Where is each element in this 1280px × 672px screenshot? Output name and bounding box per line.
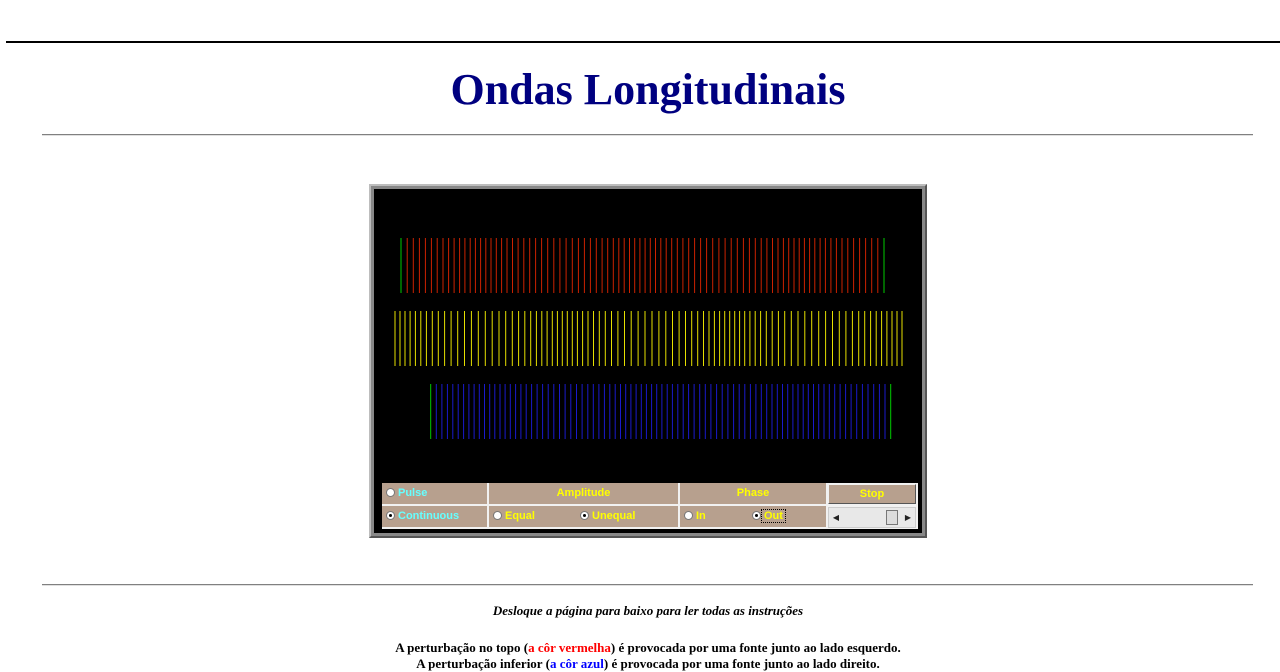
equal-label[interactable]: Equal xyxy=(505,510,535,522)
phase-header: Phase xyxy=(680,483,826,504)
in-label[interactable]: In xyxy=(696,510,706,522)
pulse-radio[interactable] xyxy=(386,488,395,497)
instruction-line-2 xyxy=(0,656,1280,672)
line1-text-b: ) é provocada por uma fonte junto ao lado esquerdo. xyxy=(610,640,901,655)
equal-radio[interactable] xyxy=(493,511,502,520)
phase-options xyxy=(680,506,826,527)
scroll-right-arrow-icon[interactable]: ▶ xyxy=(904,513,912,522)
scroll-thumb[interactable] xyxy=(886,510,898,525)
stop-button[interactable]: Stop xyxy=(828,484,916,504)
speed-scrollbar[interactable] xyxy=(828,507,916,528)
in-radio[interactable] xyxy=(684,511,693,520)
continuous-label: Continuous xyxy=(398,510,460,522)
out-label[interactable]: Out xyxy=(764,510,783,522)
unequal-label[interactable]: Unequal xyxy=(592,510,636,522)
wave-applet xyxy=(369,184,927,538)
out-radio[interactable] xyxy=(752,511,761,520)
amplitude-header: Amplitude xyxy=(489,483,678,504)
line2-blue-text: a côr azul xyxy=(549,656,604,671)
line2-text-b: ) é provocada por uma fonte junto ao lado direito. xyxy=(603,656,880,671)
top-divider xyxy=(6,41,1280,43)
pulse-option[interactable] xyxy=(382,483,487,504)
applet-divider xyxy=(42,584,1253,586)
page-title: Ondas Longitudinais xyxy=(450,65,846,114)
applet-canvas-area xyxy=(374,189,922,533)
amplitude-options xyxy=(489,506,678,527)
scroll-left-arrow-icon[interactable]: ◀ xyxy=(832,513,840,522)
waves-display xyxy=(374,189,922,479)
title-divider xyxy=(42,134,1253,136)
line2-text-a: A perturbação inferior ( xyxy=(416,656,550,671)
line1-text-a: A perturbação no topo ( xyxy=(395,640,529,655)
pulse-label: Pulse xyxy=(398,487,428,499)
applet-controls xyxy=(382,483,918,529)
out-label-wrap xyxy=(762,506,785,527)
scroll-hint: Desloque a página para baixo para ler todas as instruções xyxy=(492,603,804,618)
instruction-line-1 xyxy=(0,640,1280,656)
continuous-option[interactable] xyxy=(382,506,487,527)
unequal-radio[interactable] xyxy=(580,511,589,520)
continuous-radio[interactable] xyxy=(386,511,395,520)
line1-red-text: a côr vermelha xyxy=(528,640,611,655)
